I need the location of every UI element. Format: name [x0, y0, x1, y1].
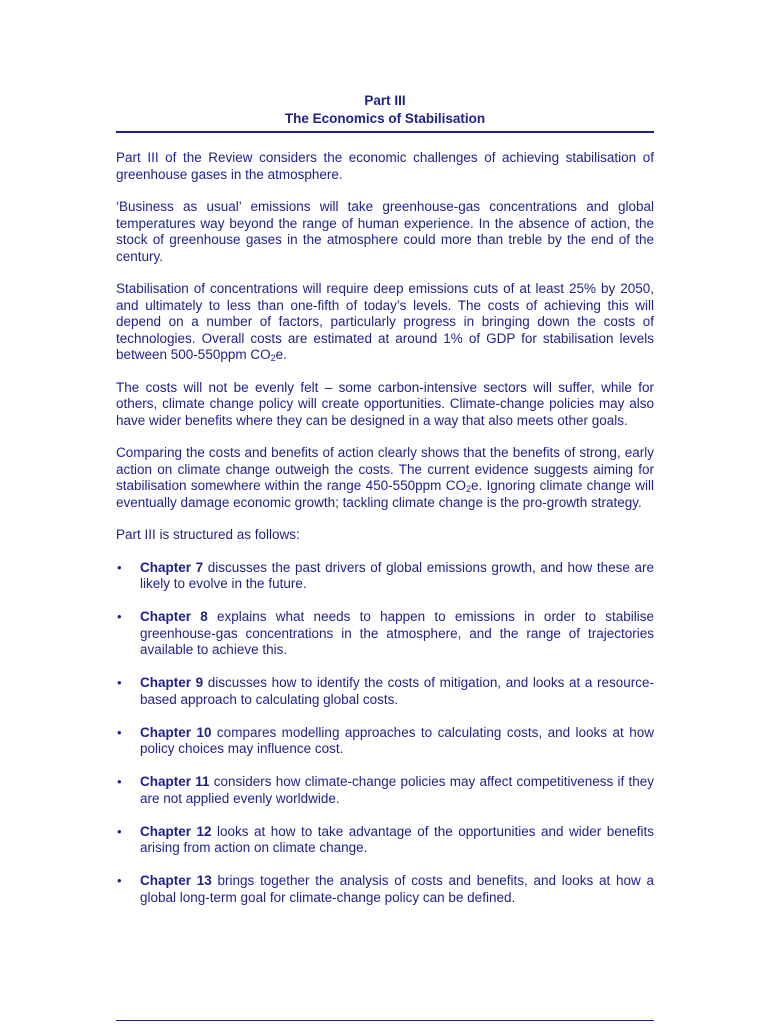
chapter-label: Chapter 7: [140, 559, 204, 575]
chapter-description: looks at how to take advantage of the opportunities and wider benefits arising from action on climate change.: [140, 823, 655, 855]
stabilisation-text-end: e.: [275, 347, 287, 362]
stabilisation-paragraph: [116, 281, 654, 364]
list-item: [116, 560, 654, 593]
stabilisation-text: Stabilisation of concentrations will require deep emissions cuts of at least 25% by 2050, and ultimately to less than one-fifth of today’s levels. The costs of achieving this will depend on a number of factors, particularly progress in bringing down the costs of technologies. Overall costs are estimated at around 1% of GDP for stabilisation levels between 500-550ppm CO: [116, 281, 654, 362]
bullet-icon: •: [117, 675, 122, 690]
chapter-label: Chapter 11: [140, 774, 210, 789]
bullet-icon: •: [117, 774, 122, 789]
chapter-description: explains what needs to happen to emissions in order to stabilise greenhouse-gas concentrations in the atmosphere, and the range of trajectories available to achieve this.: [140, 609, 654, 657]
costs-distribution-paragraph: The costs will not be evenly felt – some carbon-intensive sectors will suffer, while for others, climate change policy will create opportunities. Climate-change policies may also have wider benefits where they can be designed in a way that also meets other goals.: [116, 379, 654, 428]
list-item: [116, 873, 654, 906]
chapter-label: Chapter 12: [140, 823, 212, 839]
chapter-label: Chapter 9: [140, 675, 204, 690]
list-item: [116, 824, 654, 857]
business-as-usual-paragraph: ‘Business as usual’ emissions will take greenhouse-gas concentrations and global temperatures way beyond the range of human experience. In the absence of action, the stock of greenhouse gases in the atmosphere could more than treble by the end of the century.: [116, 199, 654, 264]
co2-subscript: 2: [465, 484, 471, 494]
bullet-icon: •: [117, 823, 122, 839]
chapter-label: Chapter 8: [140, 609, 208, 624]
chapter-description: discusses the past drivers of global emissions growth, and how these are likely to evolve in the future.: [140, 559, 654, 591]
chapter-description: brings together the analysis of costs and benefits, and looks at how a global long-term goal for climate-change policy can be defined.: [140, 873, 654, 905]
part-label: Part III: [364, 93, 406, 108]
chapter-description: discusses how to identify the costs of mitigation, and looks at a resource-based approach to calculating global costs.: [140, 675, 654, 707]
structure-intro-paragraph: Part III is structured as follows:: [116, 527, 300, 542]
intro-paragraph: Part III of the Review considers the economic challenges of achieving stabilisation of greenhouse gases in the atmosphere.: [116, 150, 654, 182]
bullet-icon: •: [117, 559, 122, 575]
costs-benefits-text-end: e. Ignoring climate change will eventually damage economic growth; tackling climate change is the pro-growth strategy.: [116, 478, 654, 510]
list-item: [116, 675, 654, 708]
title-underline: [116, 131, 654, 133]
costs-benefits-paragraph: [116, 445, 654, 511]
costs-benefits-text: Comparing the costs and benefits of action clearly shows that the benefits of strong, early action on climate change outweigh the costs. The current evidence suggests aiming for stabilisation somewhere within the range 450-550ppm CO: [116, 445, 654, 493]
bullet-icon: •: [117, 609, 122, 624]
chapter-label: Chapter 10: [140, 724, 212, 740]
chapter-description: compares modelling approaches to calculating costs, and looks at how policy choices may influence cost.: [140, 724, 654, 756]
document-page: [116, 92, 654, 923]
footer-rule: [116, 1020, 654, 1021]
chapter-description: considers how climate-change policies may affect competitiveness if they are not applied evenly worldwide.: [140, 774, 654, 806]
co2-subscript: 2: [270, 353, 276, 363]
list-item: [116, 609, 654, 659]
bullet-icon: •: [117, 724, 122, 740]
chapter-list: [116, 560, 654, 907]
list-item: [116, 774, 654, 807]
list-item: [116, 725, 654, 758]
page-title: The Economics of Stabilisation: [284, 111, 486, 126]
bullet-icon: •: [117, 873, 122, 888]
chapter-label: Chapter 13: [140, 873, 212, 888]
